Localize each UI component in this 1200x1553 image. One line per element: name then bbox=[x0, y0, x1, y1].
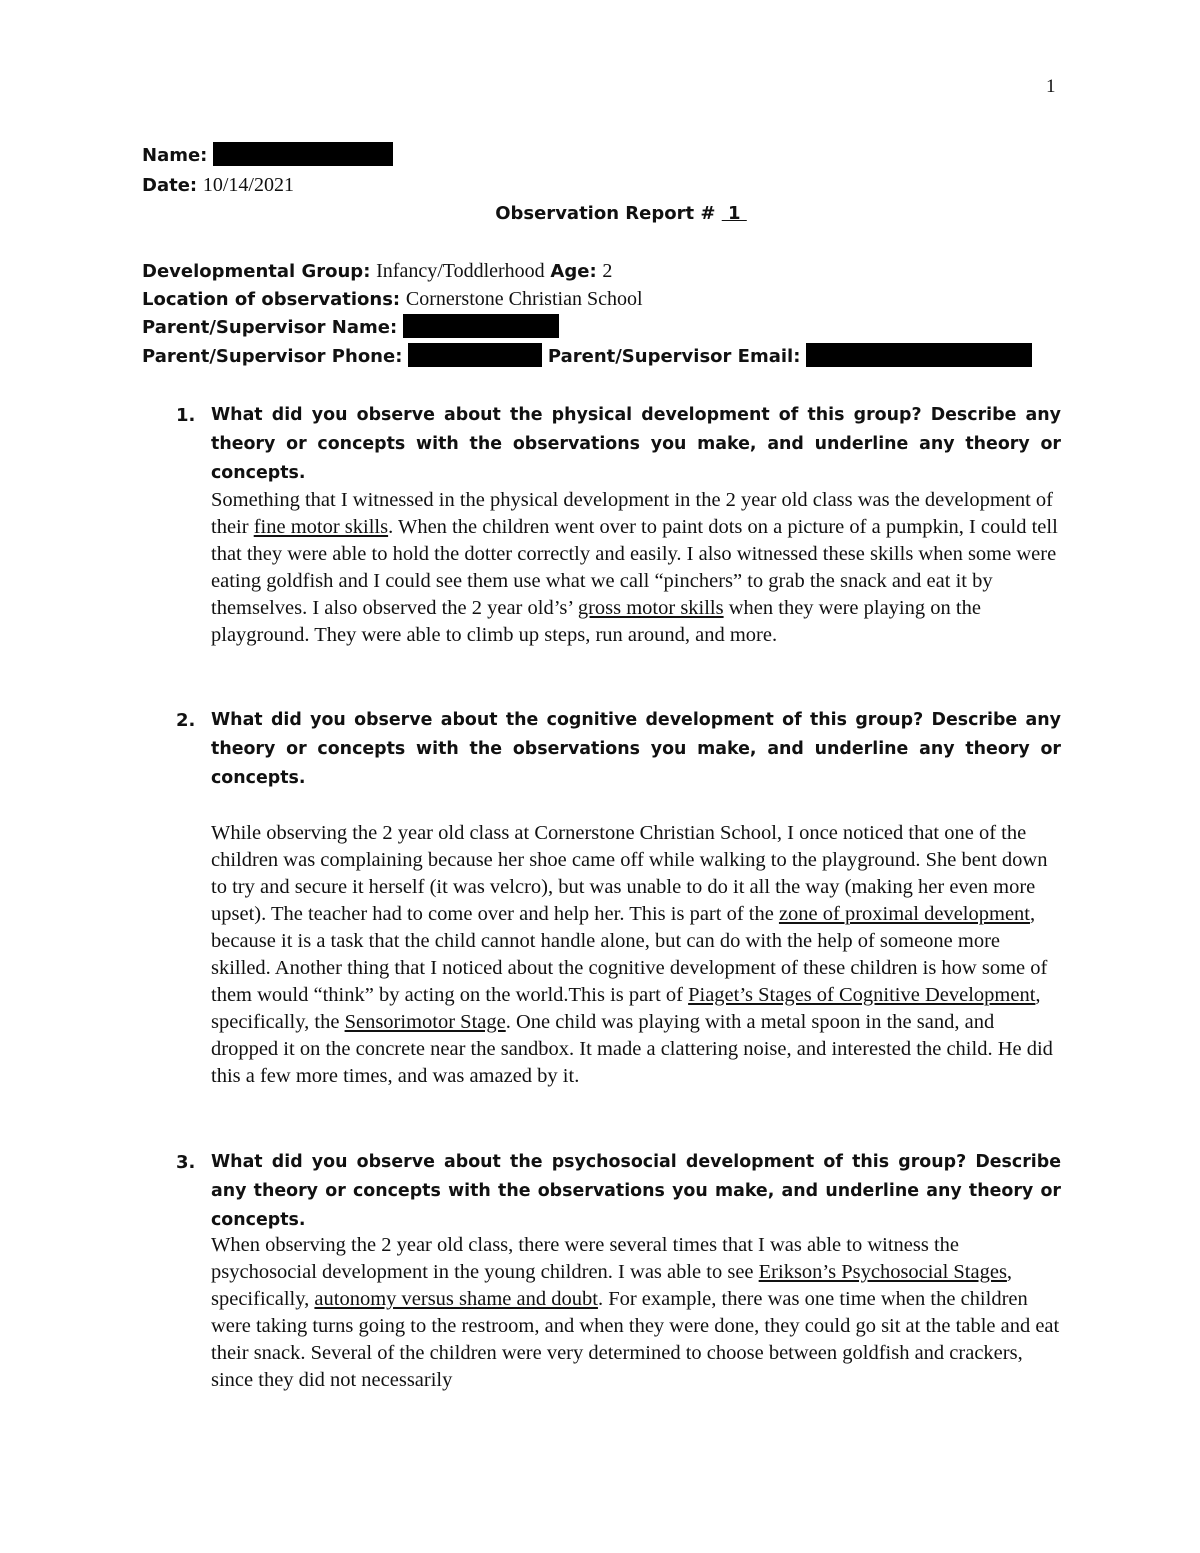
answer-3-part-1: When observing the 2 year old class, there were several times that I was able to witness the psychosocial development in the young children. I was able to see bbox=[211, 1234, 959, 1283]
answer-3-part-3: . For example, there was one time when the children were taking turns going to the restroom, and when they were done, they could go sit at the table and eat their snack. Several of the children were very determined to choose between goldfish and crackers, since they did not necessarily bbox=[211, 1288, 1060, 1391]
answer-2-part-4: . One child was playing with a metal spoon in the sand, and dropped it on the concrete near the sandbox. It made a clattering noise, and interested the child. He did this a few more times, and was amazed by it. bbox=[211, 1011, 1053, 1087]
name-line bbox=[142, 142, 1062, 170]
answer-2 bbox=[211, 820, 1061, 1090]
supervisor-name-redaction bbox=[403, 314, 559, 338]
answer-3-concept-autonomy: autonomy versus shame and doubt bbox=[314, 1288, 598, 1310]
supervisor-phone-redaction bbox=[408, 343, 542, 367]
supervisor-email-redaction bbox=[806, 343, 1032, 367]
question-3-text: What did you observe about the psychosocial development of this group? Describe any theory or concepts with the observations you make, and underline any theory or concepts. bbox=[211, 1152, 1061, 1230]
answer-1-concept-gross-motor: gross motor skills bbox=[577, 597, 724, 619]
answer-2-concept-sensorimotor: Sensorimotor Stage bbox=[344, 1011, 506, 1033]
name-redaction bbox=[213, 142, 393, 166]
location-value: Cornerstone Christian School bbox=[405, 288, 643, 310]
age-value: 2 bbox=[602, 260, 613, 282]
date-value: 10/14/2021 bbox=[202, 174, 294, 196]
question-2-text: What did you observe about the cognitive development of this group? Describe any theory or concepts with the observations you make, and underline any theory or concepts. bbox=[211, 710, 1061, 788]
question-1-number: 1. bbox=[176, 405, 196, 426]
group-line bbox=[142, 257, 1062, 286]
answer-2-concept-piaget: Piaget’s Stages of Cognitive Development bbox=[688, 984, 1036, 1006]
title-prefix: Observation Report # bbox=[495, 203, 722, 224]
answer-1 bbox=[211, 487, 1061, 649]
supervisor-name-label: Parent/Supervisor Name: bbox=[142, 317, 398, 338]
location-line bbox=[142, 285, 1062, 314]
question-3-number: 3. bbox=[176, 1152, 196, 1173]
supervisor-email-label: Parent/Supervisor Email: bbox=[547, 346, 801, 367]
question-1-text: What did you observe about the physical development of this group? Describe any theory or concepts with the observations you make, and underline any theory or concepts. bbox=[211, 405, 1061, 483]
supervisor-name-line bbox=[142, 314, 1062, 342]
supervisor-contact-line bbox=[142, 343, 1062, 371]
answer-1-part-2: . When the children went over to paint dots on a picture of a pumpkin, I could tell that they were able to hold the dotter correctly and easily. I also witnessed these skills when some were eating goldfish and I could see them use what we call “pinchers” to grab the snack and eat it by themselves. I also observed the 2 year old’s’ bbox=[211, 516, 1058, 619]
answer-1-part-3: when they were playing on the playground. They were able to climb up steps, run around, and more. bbox=[211, 597, 981, 646]
answer-2-part-1: While observing the 2 year old class at Cornerstone Christian School, I once noticed that one of the children was complaining because her shoe came off while walking to the playground. She bent down to try and secure it herself (it was velcro), but was unable to do it all the way (making her even more upset). The teacher had to come over and help her. This is part of the bbox=[211, 822, 1048, 925]
date-label: Date: bbox=[142, 175, 198, 196]
group-value: Infancy/Toddlerhood bbox=[376, 260, 545, 282]
report-title bbox=[0, 200, 1200, 228]
location-label: Location of observations: bbox=[142, 289, 401, 310]
answer-1-part-1: Something that I witnessed in the physical development in the 2 year old class was the development of their bbox=[211, 489, 1054, 538]
page-number: 1 bbox=[1046, 76, 1056, 97]
question-2-number: 2. bbox=[176, 710, 196, 731]
answer-3-part-2: , specifically, bbox=[211, 1261, 1013, 1310]
name-label: Name: bbox=[142, 145, 208, 166]
title-number: 1 bbox=[721, 203, 747, 224]
supervisor-phone-label: Parent/Supervisor Phone: bbox=[142, 346, 403, 367]
answer-2-concept-zpd: zone of proximal development bbox=[778, 903, 1030, 925]
answer-2-part-2: , because it is a task that the child cannot handle alone, but can do with the help of someone more skilled. Another thing that I noticed about the cognitive development of these children is how some of them would “think” by acting on the world.This is part of bbox=[211, 903, 1048, 1006]
age-label: Age: bbox=[550, 261, 597, 282]
answer-3-concept-erikson: Erikson’s Psychosocial Stages bbox=[758, 1261, 1007, 1283]
answer-3 bbox=[211, 1232, 1061, 1394]
answer-2-part-3: , specifically, the bbox=[211, 984, 1041, 1033]
answer-1-concept-fine-motor: fine motor skills bbox=[253, 516, 389, 538]
date-line bbox=[142, 171, 1062, 200]
group-label: Developmental Group: bbox=[142, 261, 371, 282]
